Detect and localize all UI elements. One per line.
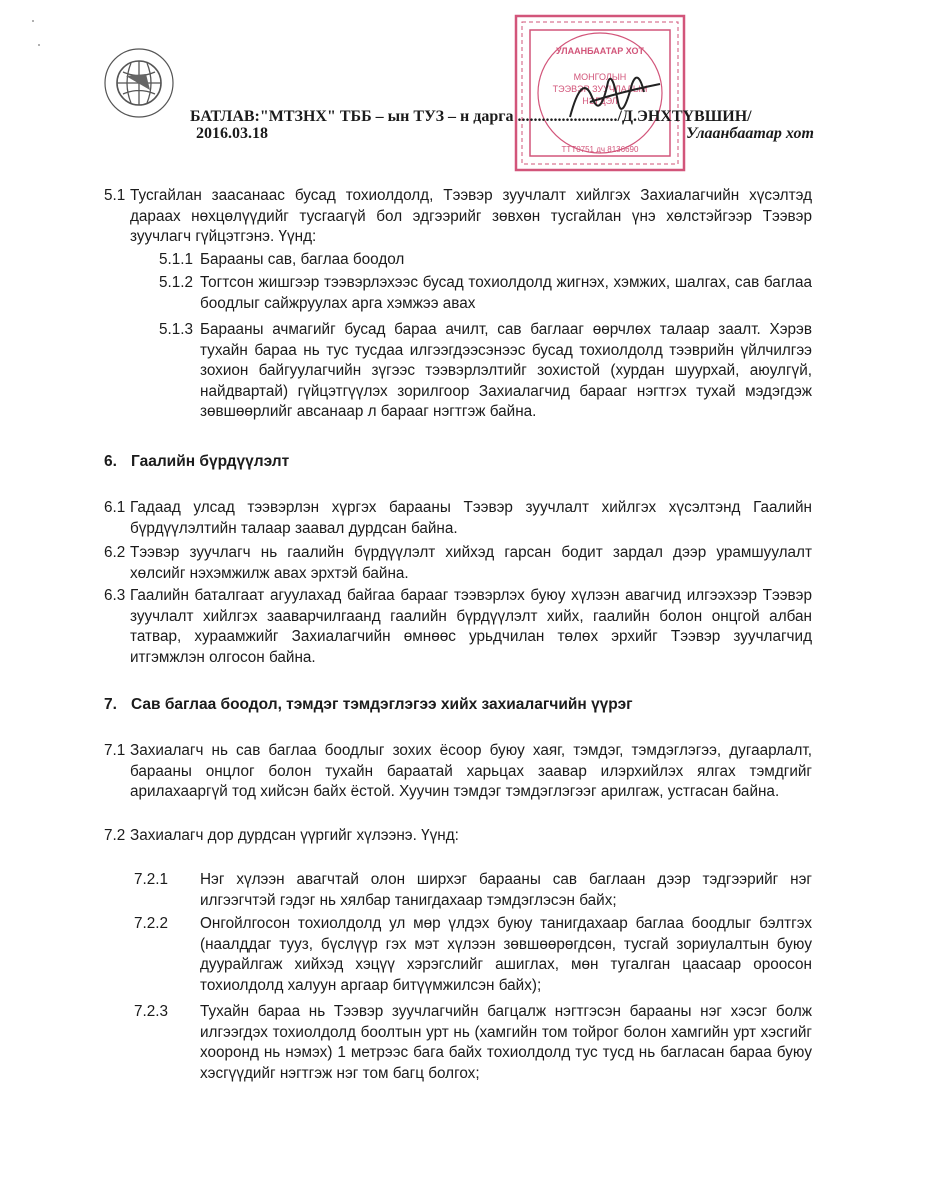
svg-text:ТТТ0751 дч 8136690: ТТТ0751 дч 8136690 <box>561 145 639 154</box>
scan-speck <box>38 44 40 46</box>
clause-number: 7.2.1 <box>134 871 169 888</box>
clause-text: Гадаад улсад тээвэрлэн хүргэх барааны Тээвэр зуучлалт хийлгэх хүсэлтэнд Гаалийн бүрдүүлэлтийн талаар заавал дурдсан байна. <box>130 499 812 537</box>
section-number: 6. <box>104 453 117 470</box>
section-heading: Гаалийн бүрдүүлэлт <box>131 453 290 470</box>
clause-text: Нэг хүлээн авагчтай олон ширхэг барааны сав баглаан дээр тэдгээрийг нэг илгээгчтэй гэдэг нь хялбар танигдахаар тэмдэглэсэн байх; <box>200 871 812 909</box>
clause-text: Онгойлгосон тохиолдолд ул мөр үлдэх буюу танигдахаар баглаа боодлыг бэлтгэх (наалддаг тууз, бүслүүр гэх мэт хүлээн зөвшөөрөгдсөн, тусгай зориулалтын буюу дуурайлгаж хийхэд хэцүү хэрэгслийг ашиглах, мөн тугалган цаасаар ороосон тохиолдолд халуун аргаар битүүмжилсэн байх); <box>200 915 812 994</box>
clause-number: 6.3 <box>104 587 126 604</box>
clause-text: Тогтсон жишгээр тээвэрлэхээс бусад тохиолдолд жигнэх, хэмжих, шалгах, сав баглаа боодлыг сайжруулах арга хэмжээ авах <box>200 274 812 312</box>
clause-text: Захиалагч дор дурдсан үүргийг хүлээнэ. Үүнд: <box>130 827 459 844</box>
section-heading: Сав баглаа боодол, тэмдэг тэмдэглэгээ хийх захиалагчийн үүрэг <box>131 696 633 713</box>
clause-text: Тусгайлан заасанаас бусад тохиолдолд, Тээвэр зуучлалт хийлгэх Захиалагчийн хүсэлтэд дараах нөхцөлүүдийг тусгаагүй бол эдгээрийг зөвхөн тусгайлан үнэ хөлстэйгээр Тээвэр зуучлагч гүйцэтгэнэ. Үүнд: <box>130 187 812 245</box>
approval-date: 2016.03.18 <box>196 125 268 142</box>
clause-number: 6.2 <box>104 544 126 561</box>
scan-speck <box>32 20 34 22</box>
svg-text:ТЭЭВЭР ЗУУЧЛАЛЫН: ТЭЭВЭР ЗУУЧЛАЛЫН <box>552 84 648 94</box>
clause-number: 5.1.2 <box>159 274 194 291</box>
clause-text: Захиалагч нь сав баглаа боодлыг зохих ёсоор буюу хаяг, тэмдэг, тэмдэглэгээ, дугаарлалт, барааны онцлог болон тухайн бараатай харьцах заавар илэрхийлэх ялгах тэмдгийг арилахааргүй тод хийсэн байх ёстой. Хуучин тэмдэг тэмдэглэгээг арилгаж, устгасан байна. <box>130 742 812 800</box>
approval-city: Улаанбаатар хот <box>686 125 814 142</box>
svg-text:НЭГДЭЛ: НЭГДЭЛ <box>582 96 618 106</box>
svg-text:УЛААНБААТАР ХОТ: УЛААНБААТАР ХОТ <box>556 46 644 56</box>
organization-logo <box>102 46 176 120</box>
clause-text: Барааны ачмагийг бусад бараа ачилт, сав баглааг өөрчлөх талаар заалт. Хэрэв тухайн бараа нь тус тусдаа илгээгдээсэнээс бусад тохиолдолд тээврийн үйлчилгээ зохион байгуулагчийн зүгээс тээвэрлэлтийг зохистой (хурдан шуурхай, аюулгүй, найдвартай) гүйцэтгүүлэх зорилгоор Захиалагчид барааг нэгтгэх тухай мэдэгдэж зөвшөөрлийг авсанаар л барааг нэгтгэж байна. <box>200 321 812 420</box>
clause-number: 5.1.1 <box>159 251 194 268</box>
clause-number: 7.2.2 <box>134 915 169 932</box>
section-number: 7. <box>104 696 117 713</box>
clause-text: Тээвэр зуучлагч нь гаалийн бүрдүүлэлт хийхэд гарсан бодит зардал дээр урамшуулалт хөлсийг нэхэмжилж авах эрхтэй байна. <box>130 544 812 582</box>
clause-text: Гаалийн баталгаат агуулахад байгаа барааг тээвэрлэх буюу хүлээн авагчид илгээхээр Тээвэр зуучлалт хийлгэх зааварчилгаанд гаалийн бүрдүүлэлт хийх, гаалийн болон онцгой албан татвар, хураамжийг Захиалагчийн өмнөөс урьдчилан төлөх эрхийг Тээвэр зуучлагчид итгэмжлэн олгосон байна. <box>130 587 812 666</box>
clause-text: Тухайн бараа нь Тээвэр зуучлагчийн багцалж нэгтгэсэн барааны нэг хэсэг болж илгээгдэх тохиолдолд боолтын урт нь (хамгийн том тойрог болон хамгийн урт хэсгийг хооронд нь нэмэх) 1 метрээс бага байх тохиолдолд тус тусд нь багласан бараа буюу хэсгүүдийг нэгтгэж нэг том багц болгох; <box>200 1003 812 1082</box>
clause-number: 5.1.3 <box>159 321 194 338</box>
clause-number: 7.1 <box>104 742 126 759</box>
clause-number: 5.1 <box>104 187 126 204</box>
clause-number: 7.2 <box>104 827 126 844</box>
clause-number: 7.2.3 <box>134 1003 169 1020</box>
clause-text: Барааны сав, баглаа боодол <box>200 251 405 268</box>
svg-text:МОНГОЛЫН: МОНГОЛЫН <box>573 72 627 82</box>
clause-number: 6.1 <box>104 499 126 516</box>
approval-line: БАТЛАВ:"МТЗНХ" ТББ – ын ТУЗ – н дарга ........................./Д.ЭНХТҮВШИН/ <box>190 108 752 125</box>
